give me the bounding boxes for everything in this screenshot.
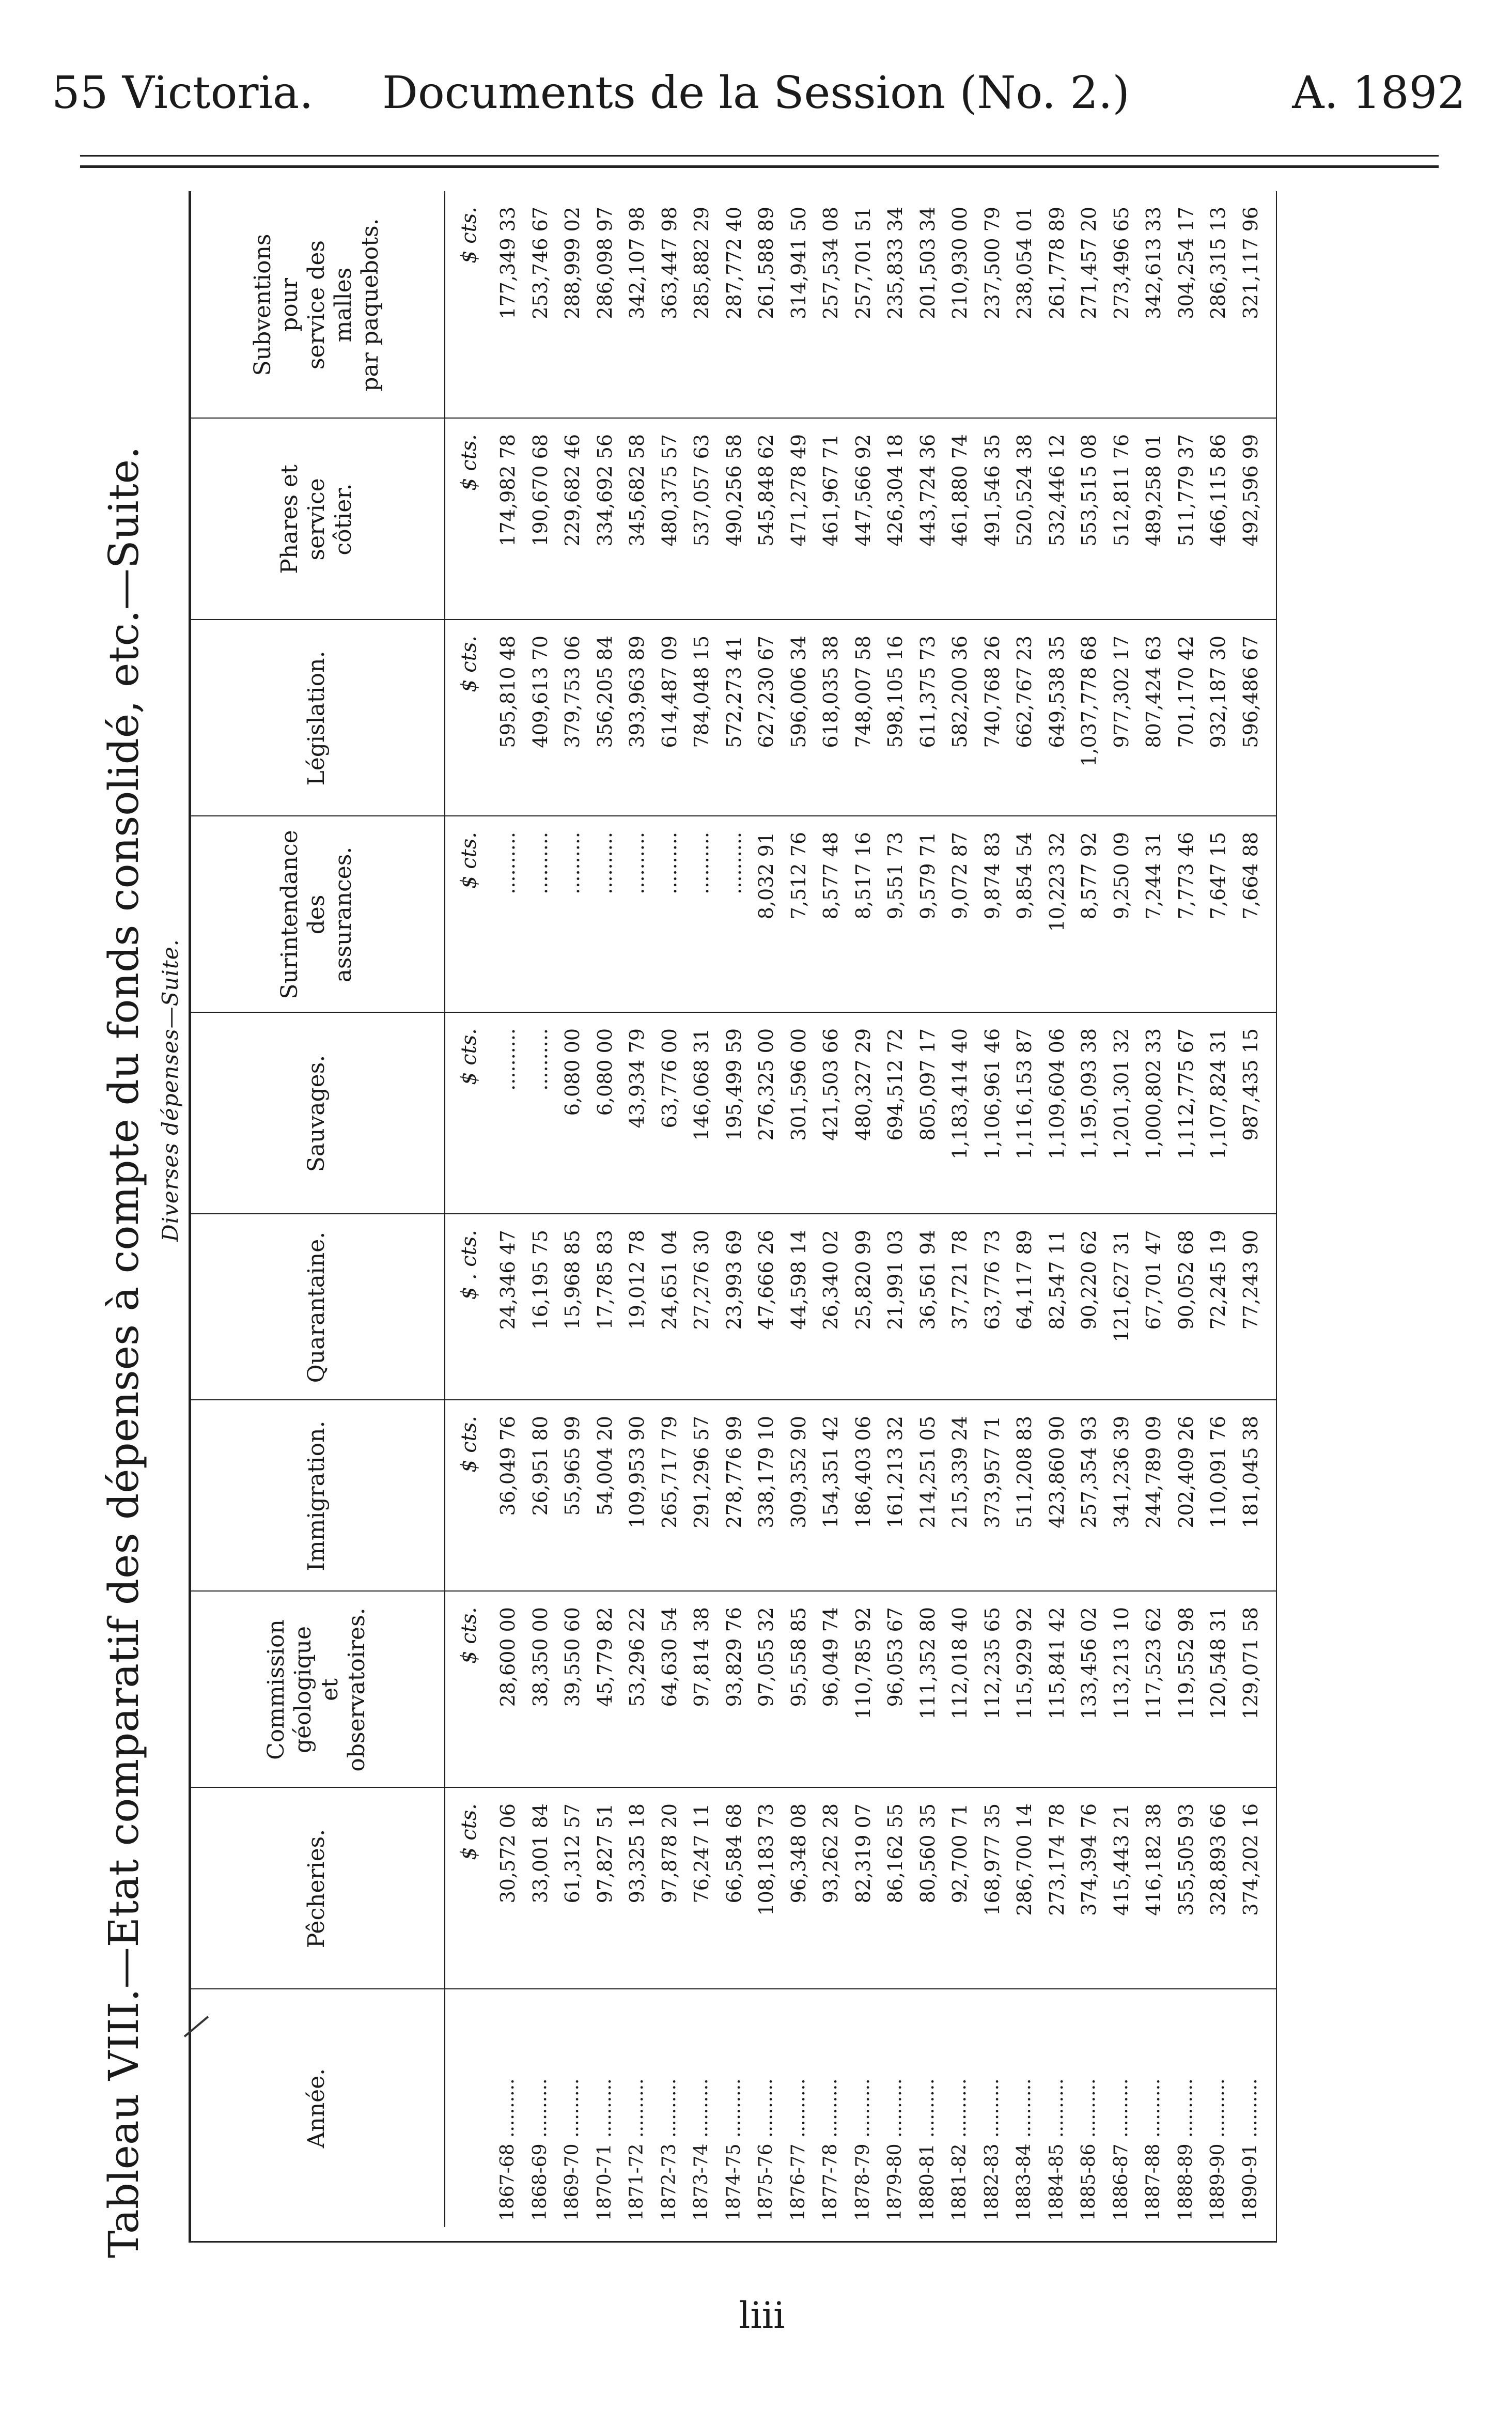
table-cell-legislation: 582,200 36 xyxy=(948,636,971,748)
table-cell-pecheries: 93,262 28 xyxy=(819,1803,842,1904)
table-cell-legislation: 1,037,778 68 xyxy=(1078,636,1100,767)
table-cell-quarantaine: 24,651 04 xyxy=(658,1230,681,1330)
table-cell-commission: 129,071 58 xyxy=(1239,1607,1262,1720)
column-unit-surintendance: $ cts. xyxy=(457,832,481,889)
table-cell-annee: 1871-72 .......... xyxy=(626,2078,647,2221)
table-cell-commission: 112,018 40 xyxy=(948,1607,971,1720)
table-cell-sauvages: 6,080 00 xyxy=(593,1028,616,1116)
table-cell-sauvages: 301,596 00 xyxy=(787,1028,810,1141)
table-cell-surintendance: 7,512 76 xyxy=(787,832,810,920)
table-cell-pecheries: 86,162 55 xyxy=(884,1803,907,1904)
table-cell-quarantaine: 21,991 03 xyxy=(884,1230,907,1330)
table-cell-immigration: 54,004 20 xyxy=(593,1416,616,1516)
table-cell-subventions: 287,772 40 xyxy=(722,207,745,319)
table-cell-pecheries: 76,247 11 xyxy=(690,1803,713,1904)
table-cell-subventions: 342,107 98 xyxy=(626,207,648,319)
table-cell-phares: 512,811 76 xyxy=(1110,434,1133,547)
column-unit-sauvages: $ cts. xyxy=(457,1028,481,1085)
running-header-left: 55 Victoria. xyxy=(52,67,314,119)
table-cell-sauvages: 276,325 00 xyxy=(755,1028,777,1141)
table-cell-subventions: 261,588 89 xyxy=(755,207,777,319)
table-cell-quarantaine: 44,598 14 xyxy=(787,1230,810,1330)
left-double-rule xyxy=(189,2241,1276,2243)
table-cell-pecheries: 286,700 14 xyxy=(1013,1803,1036,1916)
table-cell-surintendance: 9,874 83 xyxy=(980,832,1004,920)
table-cell-immigration: 26,951 80 xyxy=(528,1416,552,1516)
table-cell-subventions: 253,746 67 xyxy=(528,207,552,319)
table-cell-annee: 1887-88 .......... xyxy=(1143,2078,1164,2221)
table-cell-immigration: 154,351 42 xyxy=(819,1416,842,1528)
table-cell-pecheries: 374,394 76 xyxy=(1078,1803,1100,1916)
table-cell-subventions: 271,457 20 xyxy=(1078,207,1100,319)
table-cell-sauvages: 805,097 17 xyxy=(916,1028,939,1141)
table-cell-subventions: 286,098 97 xyxy=(593,207,616,319)
table-cell-phares: 426,304 18 xyxy=(884,434,907,547)
table-cell-surintendance: .......... xyxy=(528,832,552,894)
table-cell-surintendance: 9,579 71 xyxy=(916,832,939,920)
table-cell-quarantaine: 90,220 62 xyxy=(1078,1230,1100,1330)
table-cell-surintendance: 7,664 88 xyxy=(1239,832,1262,920)
table-cell-phares: 489,258 01 xyxy=(1142,434,1165,547)
table-cell-subventions: 261,778 89 xyxy=(1045,207,1068,319)
table-cell-commission: 110,785 92 xyxy=(851,1607,875,1720)
table-cell-pecheries: 273,174 78 xyxy=(1045,1803,1068,1916)
table-cell-sauvages: 694,512 72 xyxy=(884,1028,907,1141)
running-header-right: A. 1892 xyxy=(1292,67,1466,119)
table-cell-legislation: 649,538 35 xyxy=(1045,636,1068,748)
column-header-surintendance: Surintendance des assurances. xyxy=(276,830,356,999)
table-cell-immigration: 214,251 05 xyxy=(916,1416,939,1528)
table-cell-surintendance: .......... xyxy=(722,832,745,894)
table-cell-quarantaine: 19,012 78 xyxy=(626,1230,648,1330)
table-cell-subventions: 286,315 13 xyxy=(1207,207,1229,319)
table-cell-sauvages: .......... xyxy=(496,1028,519,1091)
table-cell-immigration: 244,789 09 xyxy=(1142,1416,1165,1528)
table-cell-pecheries: 415,443 21 xyxy=(1110,1803,1133,1916)
table-cell-sauvages: 43,934 79 xyxy=(626,1028,648,1129)
table-cell-annee: 1885-86 .......... xyxy=(1078,2078,1099,2221)
table-cell-sauvages: 1,183,414 40 xyxy=(948,1028,971,1160)
table-cell-surintendance: .......... xyxy=(496,832,519,894)
table-cell-pecheries: 93,325 18 xyxy=(626,1803,648,1904)
table-cell-surintendance: 8,577 48 xyxy=(819,832,842,920)
table-cell-surintendance: .......... xyxy=(658,832,681,894)
table-cell-sauvages: 6,080 00 xyxy=(561,1028,584,1116)
table-cell-legislation: 662,767 23 xyxy=(1013,636,1036,748)
table-cell-sauvages: 1,195,093 38 xyxy=(1078,1028,1100,1160)
table-cell-surintendance: 10,223 32 xyxy=(1045,832,1068,932)
table-cell-pecheries: 82,319 07 xyxy=(851,1803,875,1904)
table-cell-quarantaine: 26,340 02 xyxy=(819,1230,842,1330)
table-cell-commission: 53,296 22 xyxy=(626,1607,648,1707)
table-cell-sauvages: 146,068 31 xyxy=(690,1028,713,1141)
table-cell-subventions: 177,349 33 xyxy=(496,207,519,319)
column-unit-commission: $ cts. xyxy=(457,1607,481,1664)
table-cell-phares: 190,670 68 xyxy=(528,434,552,547)
table-cell-legislation: 598,105 16 xyxy=(884,636,907,748)
header-bottom-rule xyxy=(444,191,445,2227)
table-cell-legislation: 611,375 73 xyxy=(916,636,939,748)
column-header-annee: Année. xyxy=(303,2068,330,2149)
table-cell-commission: 38,350 00 xyxy=(528,1607,552,1707)
table-cell-annee: 1870-71 .......... xyxy=(594,2078,615,2221)
table-cell-immigration: 110,091 76 xyxy=(1207,1416,1229,1528)
table-cell-legislation: 356,205 84 xyxy=(593,636,616,748)
table-cell-immigration: 341,236 39 xyxy=(1110,1416,1133,1528)
table-cell-subventions: 201,503 34 xyxy=(916,207,939,319)
table-cell-subventions: 238,054 01 xyxy=(1013,207,1036,319)
page-number: liii xyxy=(739,2294,785,2337)
table-cell-annee: 1889-90 .......... xyxy=(1207,2078,1228,2221)
table-cell-immigration: 265,717 79 xyxy=(658,1416,681,1528)
super-header-diverses-depenses: Diverses dépenses—Suite. xyxy=(158,939,183,1242)
table-cell-surintendance: .......... xyxy=(561,832,584,894)
table-cell-legislation: 595,810 48 xyxy=(496,636,519,748)
table-cell-quarantaine: 67,701 47 xyxy=(1142,1230,1165,1330)
table-cell-quarantaine: 36,561 94 xyxy=(916,1230,939,1330)
table-cell-subventions: 342,613 33 xyxy=(1142,207,1165,319)
table-cell-pecheries: 33,001 84 xyxy=(528,1803,552,1904)
table-cell-quarantaine: 72,245 19 xyxy=(1207,1230,1229,1330)
table-cell-quarantaine: 25,820 99 xyxy=(851,1230,875,1330)
table-cell-phares: 461,880 74 xyxy=(948,434,971,547)
table-cell-legislation: 596,006 34 xyxy=(787,636,810,748)
table-cell-immigration: 309,352 90 xyxy=(787,1416,810,1528)
table-cell-commission: 120,548 31 xyxy=(1207,1607,1229,1720)
table-cell-immigration: 161,213 32 xyxy=(884,1416,907,1528)
table-cell-phares: 345,682 58 xyxy=(626,434,648,547)
table-cell-phares: 480,375 57 xyxy=(658,434,681,547)
column-header-pecheries: Pêcheries. xyxy=(303,1829,330,1949)
table-cell-pecheries: 416,182 38 xyxy=(1142,1803,1165,1916)
table-cell-commission: 115,841 42 xyxy=(1045,1607,1068,1720)
table-cell-annee: 1867-68 .......... xyxy=(497,2078,518,2221)
table-cell-surintendance: .......... xyxy=(690,832,713,894)
table-cell-surintendance: 7,244 31 xyxy=(1142,832,1165,920)
table-cell-annee: 1882-83 .......... xyxy=(981,2078,1003,2221)
table-cell-commission: 119,552 98 xyxy=(1174,1607,1197,1720)
table-cell-immigration: 186,403 06 xyxy=(851,1416,875,1528)
column-unit-legislation: $ cts. xyxy=(457,636,481,692)
table-cell-sauvages: 1,112,775 67 xyxy=(1174,1028,1197,1160)
table-cell-pecheries: 374,202 16 xyxy=(1239,1803,1262,1916)
table-cell-immigration: 55,965 99 xyxy=(561,1416,584,1516)
column-unit-pecheries: $ cts. xyxy=(457,1803,481,1860)
column-header-subventions: Subventions pour service des malles par paquebots. xyxy=(249,218,383,392)
table-cell-quarantaine: 47,666 26 xyxy=(755,1230,777,1330)
table-cell-annee: 1876-77 .......... xyxy=(787,2078,809,2221)
table-cell-immigration: 278,776 99 xyxy=(722,1416,745,1528)
table-cell-immigration: 373,957 71 xyxy=(980,1416,1004,1528)
table-cell-quarantaine: 121,627 31 xyxy=(1110,1230,1133,1342)
table-cell-annee: 1881-82 .......... xyxy=(949,2078,970,2221)
table-cell-commission: 64,630 54 xyxy=(658,1607,681,1707)
table-cell-commission: 45,779 82 xyxy=(593,1607,616,1707)
table-cell-pecheries: 168,977 35 xyxy=(980,1803,1004,1916)
table-cell-annee: 1888-89 .......... xyxy=(1175,2078,1196,2221)
table-cell-annee: 1872-73 .......... xyxy=(658,2078,680,2221)
table-cell-pecheries: 61,312 57 xyxy=(561,1803,584,1904)
table-cell-commission: 97,055 32 xyxy=(755,1607,777,1707)
table-cell-immigration: 215,339 24 xyxy=(948,1416,971,1528)
table-cell-immigration: 338,179 10 xyxy=(755,1416,777,1528)
rotated-table-block xyxy=(93,176,1379,2258)
table-cell-quarantaine: 24,346 47 xyxy=(496,1230,519,1330)
table-cell-commission: 115,929 92 xyxy=(1013,1607,1036,1720)
table-cell-surintendance: 8,577 92 xyxy=(1078,832,1100,920)
table-cell-commission: 28,600 00 xyxy=(496,1607,519,1707)
table-cell-legislation: 748,007 58 xyxy=(851,636,875,748)
table-cell-annee: 1880-81 .......... xyxy=(916,2078,938,2221)
table-cell-sauvages: 1,107,824 31 xyxy=(1207,1028,1229,1160)
column-unit-subventions: $ cts. xyxy=(457,207,481,264)
table-cell-sauvages: 1,000,802 33 xyxy=(1142,1028,1165,1160)
table-cell-surintendance: 9,250 09 xyxy=(1110,832,1133,920)
table-cell-quarantaine: 23,993 69 xyxy=(722,1230,745,1330)
table-cell-commission: 96,049 74 xyxy=(819,1607,842,1707)
table-cell-subventions: 304,254 17 xyxy=(1174,207,1197,319)
table-cell-phares: 443,724 36 xyxy=(916,434,939,547)
table-cell-quarantaine: 82,547 11 xyxy=(1045,1230,1068,1330)
table-cell-quarantaine: 16,195 75 xyxy=(528,1230,552,1330)
table-cell-immigration: 109,953 90 xyxy=(626,1416,648,1528)
table-cell-subventions: 257,534 08 xyxy=(819,207,842,319)
table-cell-phares: 471,278 49 xyxy=(787,434,810,547)
table-cell-subventions: 363,447 98 xyxy=(658,207,681,319)
table-cell-subventions: 285,882 29 xyxy=(690,207,713,319)
table-cell-pecheries: 92,700 71 xyxy=(948,1803,971,1904)
table-cell-subventions: 237,500 79 xyxy=(980,207,1004,319)
table-cell-legislation: 977,302 17 xyxy=(1110,636,1133,748)
table-cell-pecheries: 30,572 06 xyxy=(496,1803,519,1904)
table-cell-sauvages: 1,106,961 46 xyxy=(980,1028,1004,1160)
table-cell-subventions: 321,117 96 xyxy=(1239,207,1262,319)
table-cell-annee: 1883-84 .......... xyxy=(1014,2078,1035,2221)
table-cell-annee: 1868-69 .......... xyxy=(529,2078,551,2221)
table-cell-phares: 490,256 58 xyxy=(722,434,745,547)
table-cell-sauvages: 1,116,153 87 xyxy=(1013,1028,1036,1160)
table-cell-surintendance: 8,032 91 xyxy=(755,832,777,920)
table-cell-sauvages: 480,327 29 xyxy=(851,1028,875,1141)
table-cell-phares: 447,566 92 xyxy=(851,434,875,547)
table-cell-surintendance: 9,072 87 xyxy=(948,832,971,920)
table-cell-surintendance: .......... xyxy=(626,832,648,894)
table-cell-annee: 1873-74 .......... xyxy=(691,2078,712,2221)
table-cell-subventions: 235,833 34 xyxy=(884,207,907,319)
table-cell-legislation: 614,487 09 xyxy=(658,636,681,748)
table-cell-annee: 1874-75 .......... xyxy=(723,2078,744,2221)
table-cell-commission: 117,523 62 xyxy=(1142,1607,1165,1720)
table-cell-phares: 461,967 71 xyxy=(819,434,842,547)
table-cell-surintendance: 8,517 16 xyxy=(851,832,875,920)
table-cell-annee: 1877-78 .......... xyxy=(820,2078,841,2221)
table-cell-surintendance: 9,854 54 xyxy=(1013,832,1036,920)
table-cell-phares: 511,779 37 xyxy=(1174,434,1197,547)
table-cell-pecheries: 80,560 35 xyxy=(916,1803,939,1904)
table-cell-quarantaine: 63,776 73 xyxy=(980,1230,1004,1330)
table-cell-immigration: 291,296 57 xyxy=(690,1416,713,1528)
table-cell-immigration: 511,208 83 xyxy=(1013,1416,1036,1528)
table-cell-annee: 1890-91 .......... xyxy=(1239,2078,1261,2221)
table-cell-commission: 133,456 02 xyxy=(1078,1607,1100,1720)
table-cell-surintendance: .......... xyxy=(593,832,616,894)
table-bottom-rule xyxy=(1276,191,1277,2243)
table-cell-legislation: 932,187 30 xyxy=(1207,636,1229,748)
table-cell-legislation: 740,768 26 xyxy=(980,636,1004,748)
table-title: Tableau VIII.—Etat comparatif des dépenses à compte du fonds consolidé, etc.—Suite. xyxy=(100,446,148,2258)
table-cell-phares: 492,596 99 xyxy=(1239,434,1262,547)
column-header-quarantaine: Quarantaine. xyxy=(303,1231,330,1383)
column-header-sauvages: Sauvages. xyxy=(303,1055,330,1172)
table-cell-subventions: 257,701 51 xyxy=(851,207,875,319)
column-unit-immigration: $ cts. xyxy=(457,1416,481,1473)
table-cell-subventions: 210,930 00 xyxy=(948,207,971,319)
table-cell-quarantaine: 17,785 83 xyxy=(593,1230,616,1330)
table-cell-quarantaine: 90,052 68 xyxy=(1174,1230,1197,1330)
column-unit-phares: $ cts. xyxy=(457,434,481,491)
table-cell-immigration: 36,049 76 xyxy=(496,1416,519,1516)
table-cell-commission: 97,814 38 xyxy=(690,1607,713,1707)
table-cell-sauvages: .......... xyxy=(528,1028,552,1091)
column-header-commission: Commission géologique et observatoires. xyxy=(262,1608,370,1772)
table-cell-annee: 1884-85 .......... xyxy=(1046,2078,1067,2221)
table-cell-phares: 553,515 08 xyxy=(1078,434,1100,547)
column-header-phares: Phares et service côtier. xyxy=(276,465,356,574)
table-cell-phares: 334,692 56 xyxy=(593,434,616,547)
column-header-legislation: Législation. xyxy=(303,651,330,786)
table-cell-legislation: 572,273 41 xyxy=(722,636,745,748)
table-cell-annee: 1878-79 .......... xyxy=(852,2078,874,2221)
table-cell-legislation: 627,230 67 xyxy=(755,636,777,748)
table-cell-annee: 1875-76 .......... xyxy=(755,2078,776,2221)
table-cell-pecheries: 66,584 68 xyxy=(722,1803,745,1904)
table-cell-commission: 113,213 10 xyxy=(1110,1607,1133,1720)
table-cell-pecheries: 97,878 20 xyxy=(658,1803,681,1904)
table-cell-legislation: 393,963 89 xyxy=(626,636,648,748)
table-cell-commission: 95,558 85 xyxy=(787,1607,810,1707)
table-cell-legislation: 701,170 42 xyxy=(1174,636,1197,748)
table-cell-surintendance: 7,647 15 xyxy=(1207,832,1229,920)
table-cell-sauvages: 421,503 66 xyxy=(819,1028,842,1141)
table-cell-annee: 1869-70 .......... xyxy=(562,2078,583,2221)
table-cell-quarantaine: 27,276 30 xyxy=(690,1230,713,1330)
table-cell-immigration: 181,045 38 xyxy=(1239,1416,1262,1528)
table-cell-sauvages: 987,435 15 xyxy=(1239,1028,1262,1141)
table-cell-quarantaine: 77,243 90 xyxy=(1239,1230,1262,1330)
table-cell-quarantaine: 15,968 85 xyxy=(561,1230,584,1330)
table-cell-sauvages: 63,776 00 xyxy=(658,1028,681,1129)
table-cell-immigration: 423,860 90 xyxy=(1045,1416,1068,1528)
table-cell-commission: 39,550 60 xyxy=(561,1607,584,1707)
table-cell-pecheries: 355,505 93 xyxy=(1174,1803,1197,1916)
table-cell-immigration: 257,354 93 xyxy=(1078,1416,1100,1528)
table-cell-subventions: 314,941 50 xyxy=(787,207,810,319)
column-unit-quarantaine: $ . cts. xyxy=(457,1230,481,1300)
table-cell-commission: 112,235 65 xyxy=(980,1607,1004,1720)
running-header-center: Documents de la Session (No. 2.) xyxy=(382,67,1130,119)
table-cell-annee: 1879-80 .......... xyxy=(884,2078,906,2221)
table-cell-commission: 111,352 80 xyxy=(916,1607,939,1720)
table-cell-sauvages: 1,109,604 06 xyxy=(1045,1028,1068,1160)
table-cell-phares: 229,682 46 xyxy=(561,434,584,547)
table-cell-phares: 532,446 12 xyxy=(1045,434,1068,547)
table-cell-phares: 537,057 63 xyxy=(690,434,713,547)
table-cell-phares: 545,848 62 xyxy=(755,434,777,547)
table-cell-commission: 93,829 76 xyxy=(722,1607,745,1707)
table-cell-sauvages: 195,499 59 xyxy=(722,1028,745,1141)
table-cell-pecheries: 108,183 73 xyxy=(755,1803,777,1916)
table-cell-phares: 491,546 35 xyxy=(980,434,1004,547)
table-cell-legislation: 784,048 15 xyxy=(690,636,713,748)
table-cell-subventions: 288,999 02 xyxy=(561,207,584,319)
table-cell-surintendance: 9,551 73 xyxy=(884,832,907,920)
table-cell-pecheries: 97,827 51 xyxy=(593,1803,616,1904)
table-cell-legislation: 807,424 63 xyxy=(1142,636,1165,748)
table-cell-pecheries: 96,348 08 xyxy=(787,1803,810,1904)
header-rule-thick xyxy=(80,165,1439,168)
table-cell-legislation: 379,753 06 xyxy=(561,636,584,748)
header-rule-thin xyxy=(80,155,1439,157)
table-cell-quarantaine: 37,721 78 xyxy=(948,1230,971,1330)
table-cell-quarantaine: 64,117 89 xyxy=(1013,1230,1036,1330)
table-cell-phares: 466,115 86 xyxy=(1207,434,1229,547)
table-cell-commission: 96,053 67 xyxy=(884,1607,907,1707)
column-header-immigration: Immigration. xyxy=(303,1420,330,1571)
table-cell-phares: 174,982 78 xyxy=(496,434,519,547)
table-cell-subventions: 273,496 65 xyxy=(1110,207,1133,319)
table-cell-legislation: 409,613 70 xyxy=(528,636,552,748)
table-cell-legislation: 618,035 38 xyxy=(819,636,842,748)
table-cell-pecheries: 328,893 66 xyxy=(1207,1803,1229,1916)
table-cell-immigration: 202,409 26 xyxy=(1174,1416,1197,1528)
table-cell-sauvages: 1,201,301 32 xyxy=(1110,1028,1133,1160)
table-cell-phares: 520,524 38 xyxy=(1013,434,1036,547)
table-cell-surintendance: 7,773 46 xyxy=(1174,832,1197,920)
table-cell-legislation: 596,486 67 xyxy=(1239,636,1262,748)
table-cell-annee: 1886-87 .......... xyxy=(1110,2078,1132,2221)
